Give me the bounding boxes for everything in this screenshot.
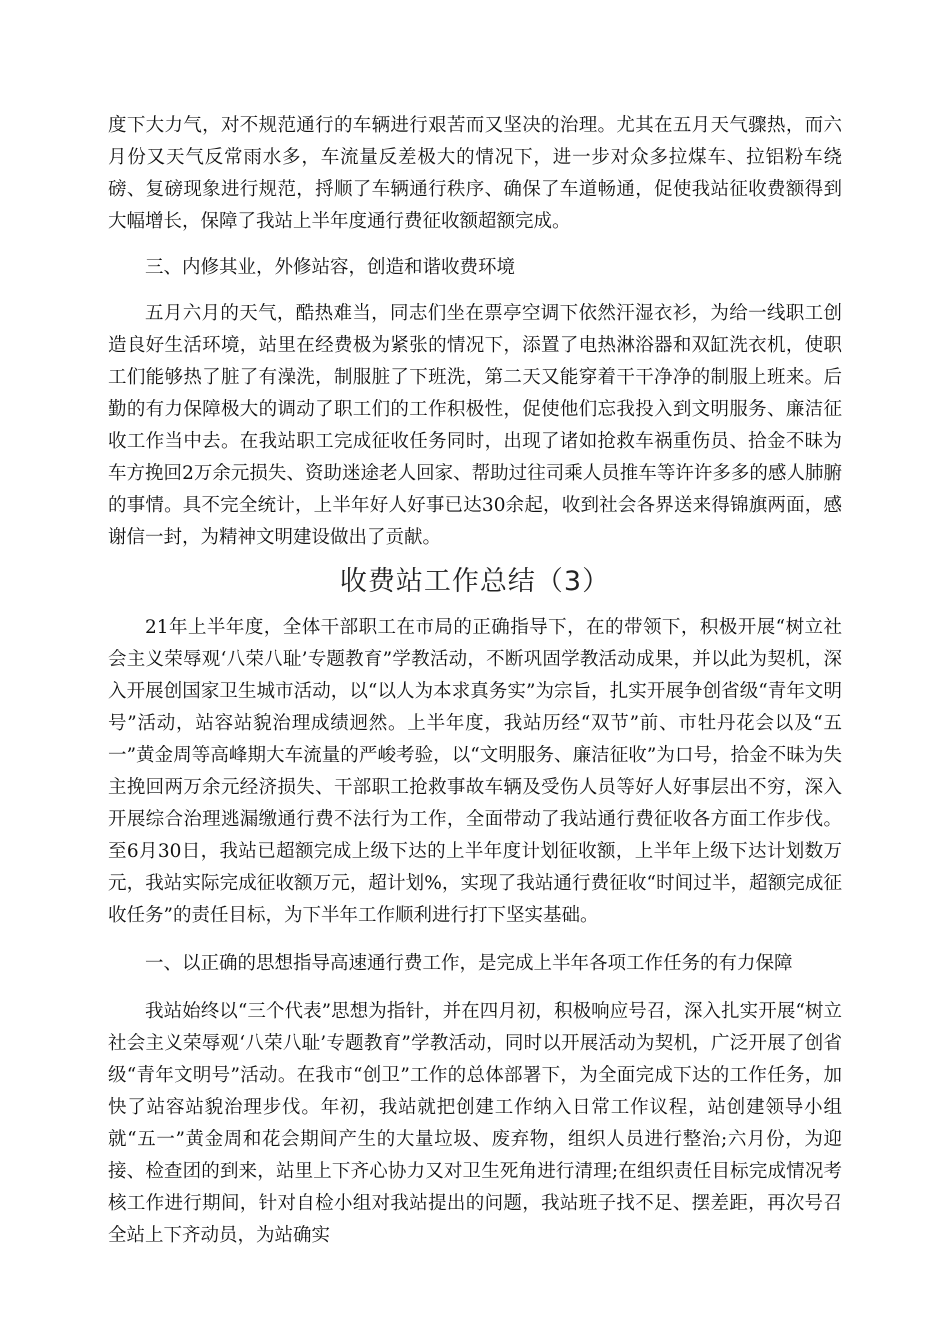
spacer xyxy=(108,932,842,948)
paragraph-half-year-overview: 21年上半年度，全体干部职工在市局的正确指导下，在的带领下，积极开展“树立社会主义荣辱观‘八荣八耻’专题教育”学教活动，不断巩固学教活动成果，并以此为契机，深入开展创国家卫生城市活动，以“以人为本求真务实”为宗旨，扎实开展争创省级“青年文明号”活动，站容站貌治理成绩迥然。上半年度，我站历经“双节”前、市牡丹花会以及“五一”黄金周等高峰期大车流量的严峻考验，以“文明服务、廉洁征收”为口号，拾金不昧为失主挽回两万余元经济损失、干部职工抢救事故车辆及受伤人员等好人好事层出不穷，深入开展综合治理逃漏缴通行费不法行为工作，全面带动了我站通行费征收各方面工作步伐。至6月30日，我站已超额完成上级下达的上半年度计划征收额，上半年上级下达计划数万元，我站实际完成征收额万元，超计划%，实现了我站通行费征收“时间过半，超额完成征收任务”的责任目标，为下半年工作顺利进行打下坚实基础。 xyxy=(108,617,842,926)
paragraph-summer-support: 五月六月的天气，酷热难当，同志们坐在票亭空调下依然汗湿衣衫，为给一线职工创造良好生活环境，站里在经费极为紧张的情况下，添置了电热淋浴器和双缸洗衣机，使职工们能够热了脏了有澡洗，制服脏了下班洗，第二天又能穿着干干净净的制服上班来。后勤的有力保障极大的调动了职工们的工作积极性，促使他们忘我投入到文明服务、廉洁征收工作当中去。在我站职工完成征收任务同时，出现了诸如抢救车祸重伤员、拾金不昧为车方挽回2万余元损失、资助迷途老人回家、帮助过往司乘人员推车等许许多多的感人肺腑的事情。具不完全统计，上半年好人好事已达30余起，收到社会各界送来得锦旗两面，感谢信一封，为精神文明建设做出了贡献。 xyxy=(108,303,842,548)
title-wrapper xyxy=(108,554,842,612)
section-heading-one: 一、以正确的思想指导高速通行费工作，是完成上半年各项工作任务的有力保障 xyxy=(145,953,793,974)
spacer xyxy=(108,284,842,298)
section-heading-three: 三、内修其业，外修站容，创造和谐收费环境 xyxy=(145,257,516,278)
document-title: 收费站工作总结（3） xyxy=(339,566,611,597)
spacer xyxy=(108,238,842,252)
spacer xyxy=(108,980,842,996)
paragraph-guiding-thought: 我站始终以“三个代表”思想为指针，并在四月初，积极响应号召，深入扎实开展“树立社会主义荣辱观‘八荣八耻’专题教育”学教活动，同时以开展活动为契机，广泛开展了创省级“青年文明号”活动。在我市“创卫”工作的总体部署下，为全面完成下达的工作任务，加快了站容站貌治理步伐。年初，我站就把创建工作纳入日常工作议程，站创建领导小组就“五一”黄金周和花会期间产生的大量垃圾、废弃物，组织人员进行整治;六月份，为迎接、检查团的到来，站里上下齐心协力又对卫生死角进行清理;在组织责任目标完成情况考核工作进行期间，针对自检小组对我站提出的问题，我站班子找不足、摆差距，再次号召全站上下齐动员，为站确实 xyxy=(108,1001,842,1246)
paragraph-continued: 度下大力气，对不规范通行的车辆进行艰苦而又坚决的治理。尤其在五月天气骤热，而六月份又天气反常雨水多，车流量反差极大的情况下，进一步对众多拉煤车、拉铝粉车绕磅、复磅现象进行规范，捋顺了车辆通行秩序、确保了车道畅通，促使我站征收费额得到大幅增长，保障了我站上半年度通行费征收额超额完成。 xyxy=(108,115,842,232)
